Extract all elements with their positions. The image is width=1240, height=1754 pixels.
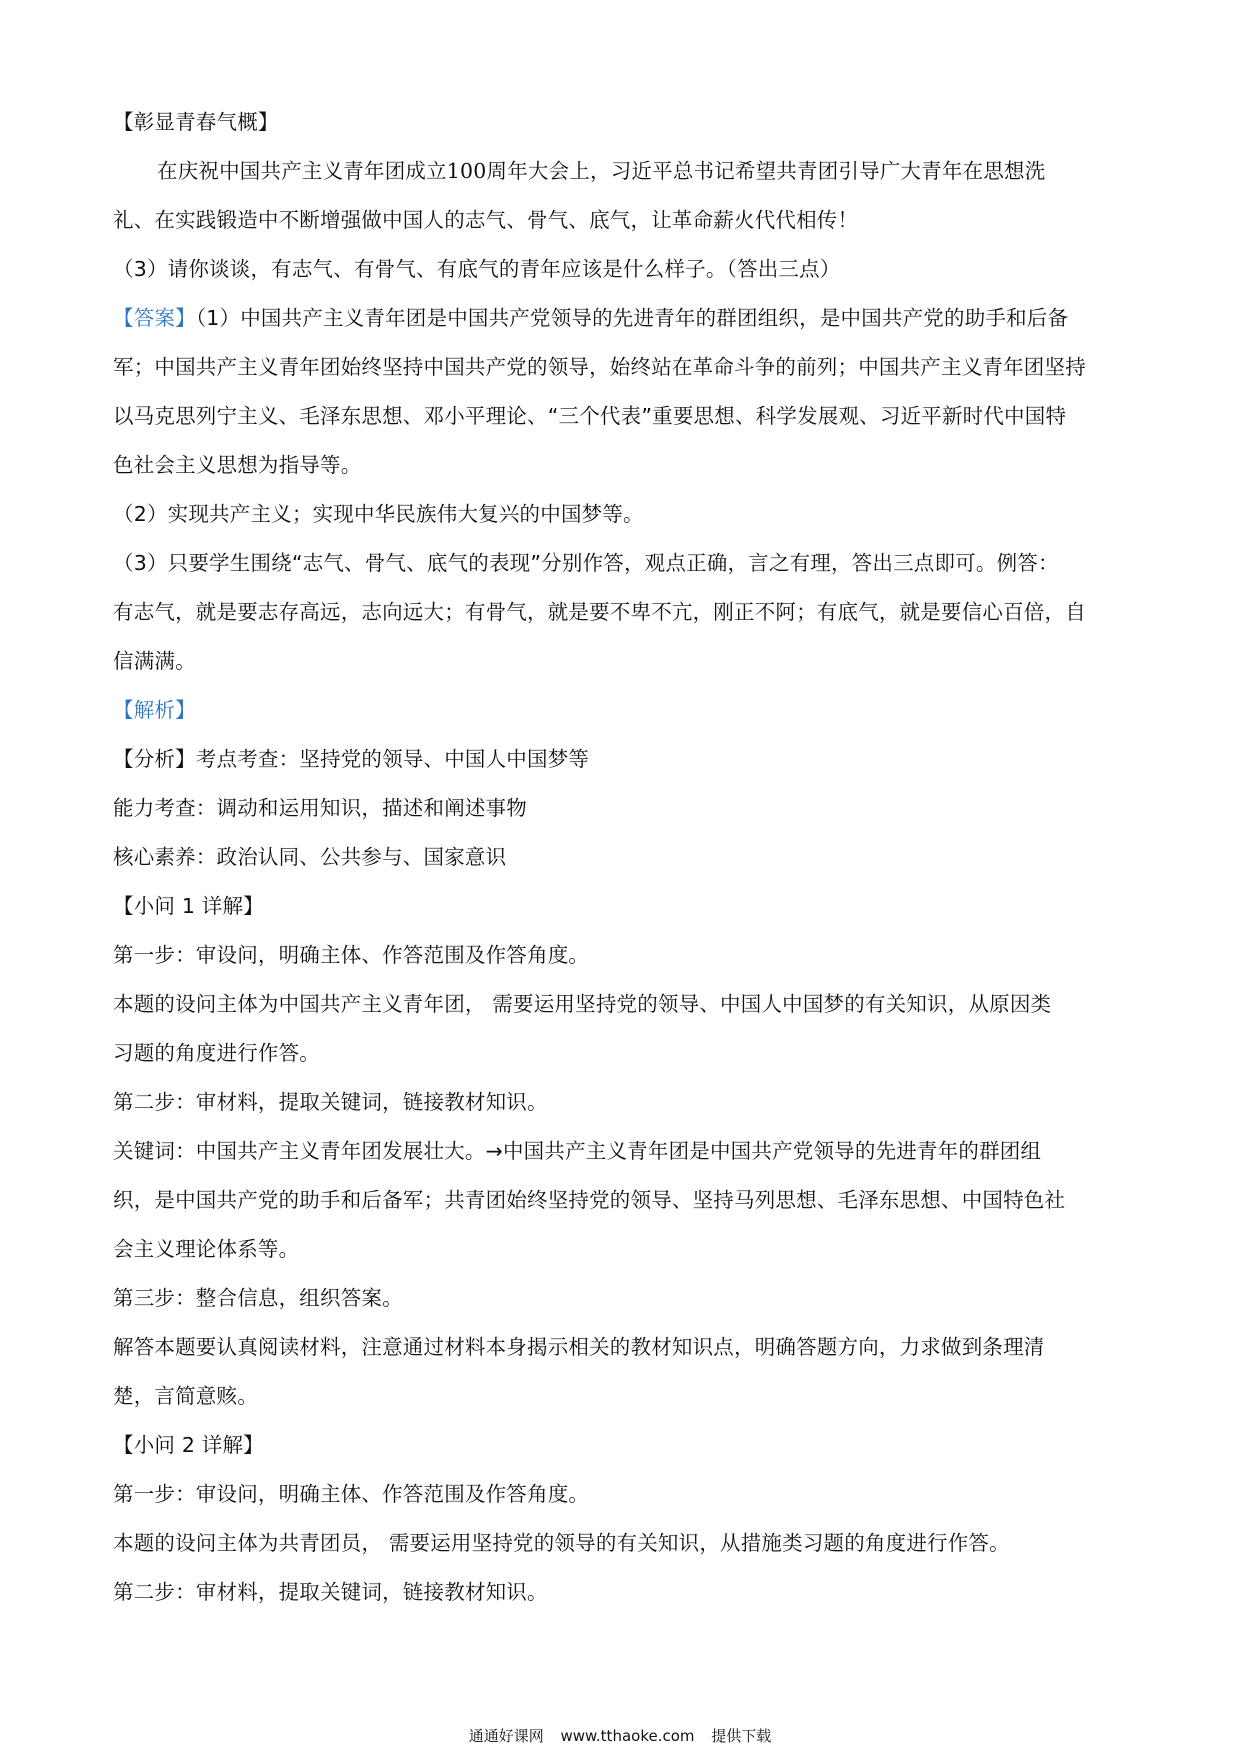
footer-download: 提供下载 bbox=[711, 1727, 772, 1745]
q1-subject-line-2: 习题的角度进行作答。 bbox=[113, 1041, 320, 1065]
answer-1-line-4: 色社会主义思想为指导等。 bbox=[113, 453, 362, 477]
q1-step-3: 第三步：整合信息，组织答案。 bbox=[113, 1286, 403, 1310]
material-heading: 【彰显青春气概】 bbox=[113, 110, 279, 134]
material-paragraph-line-1: 在庆祝中国共产主义青年团成立100周年大会上，习近平总书记希望共青团引导广大青年在思想洗 bbox=[157, 159, 1046, 183]
q1-keywords-line-1: 关键词：中国共产主义青年团发展壮大。→中国共产主义青年团是中国共产党领导的先进青年的群团组 bbox=[113, 1139, 1042, 1163]
answer-1-text: （1）中国共产主义青年团是中国共产党领导的先进青年的群团组织，是中国共产党的助手和后备 bbox=[195, 306, 1069, 330]
answer-3-line-3: 信满满。 bbox=[113, 649, 196, 673]
analysis-core: 核心素养：政治认同、公共参与、国家意识 bbox=[113, 845, 507, 869]
analysis-fenxi: 【分析】考点考查：坚持党的领导、中国人中国梦等 bbox=[113, 747, 590, 771]
q2-subject-line-1: 本题的设问主体为共青团员， 需要运用坚持党的领导的有关知识，从措施类习题的角度进行作答。 bbox=[113, 1531, 1010, 1555]
document-page bbox=[113, 98, 1128, 1617]
page-footer bbox=[0, 1725, 1240, 1746]
q2-step-1: 第一步：审设问，明确主体、作答范围及作答角度。 bbox=[113, 1482, 590, 1506]
answer-2: （2）实现共产主义；实现中华民族伟大复兴的中国梦等。 bbox=[113, 502, 644, 526]
q1-title: 【小问 1 详解】 bbox=[113, 894, 264, 918]
answer-3-line-1: （3）只要学生围绕“志气、骨气、底气的表现”分别作答，观点正确，言之有理，答出三点即可。例答： bbox=[113, 551, 1059, 575]
q1-step-1: 第一步：审设问，明确主体、作答范围及作答角度。 bbox=[113, 943, 590, 967]
analysis-label: 【解析】 bbox=[113, 698, 196, 722]
q1-step-2: 第二步：审材料，提取关键词，链接教材知识。 bbox=[113, 1090, 548, 1114]
q1-subject-line-1: 本题的设问主体为中国共产主义青年团， 需要运用坚持党的领导、中国人中国梦的有关知识，从原因类 bbox=[113, 992, 1052, 1016]
answer-1-line-2: 军；中国共产主义青年团始终坚持中国共产党的领导，始终站在革命斗争的前列；中国共产主义青年团坚持 bbox=[113, 355, 1086, 379]
answer-label: 【答案】 bbox=[113, 306, 196, 330]
q2-title: 【小问 2 详解】 bbox=[113, 1433, 264, 1457]
q1-keywords-line-2: 织，是中国共产党的助手和后备军；共青团始终坚持党的领导、坚持马列思想、毛泽东思想、中国特色社 bbox=[113, 1188, 1066, 1212]
answer-3-line-2: 有志气，就是要志存高远，志向远大；有骨气，就是要不卑不亢，刚正不阿；有底气，就是要信心百倍，自 bbox=[113, 600, 1086, 624]
footer-site-name: 通通好课网 bbox=[468, 1727, 544, 1745]
footer-url[interactable]: www.tthaoke.com bbox=[560, 1727, 695, 1745]
q1-guidance-line-2: 楚，言简意赅。 bbox=[113, 1384, 258, 1408]
q1-guidance-line-1: 解答本题要认真阅读材料，注意通过材料本身揭示相关的教材知识点，明确答题方向，力求做到条理清 bbox=[113, 1335, 1045, 1359]
analysis-ability: 能力考查：调动和运用知识，描述和阐述事物 bbox=[113, 796, 527, 820]
answer-1-line-1 bbox=[113, 294, 1128, 343]
material-paragraph-line-2: 礼、在实践锻造中不断增强做中国人的志气、骨气、底气，让革命薪火代代相传！ bbox=[113, 208, 859, 232]
q2-step-2: 第二步：审材料，提取关键词，链接教材知识。 bbox=[113, 1580, 548, 1604]
question-3: （3）请你谈谈，有志气、有骨气、有底气的青年应该是什么样子。（答出三点） bbox=[113, 257, 841, 281]
answer-1-line-3: 以马克思列宁主义、毛泽东思想、邓小平理论、“三个代表”重要思想、科学发展观、习近平新时代中国特 bbox=[113, 404, 1067, 428]
q1-keywords-line-3: 会主义理论体系等。 bbox=[113, 1237, 300, 1261]
